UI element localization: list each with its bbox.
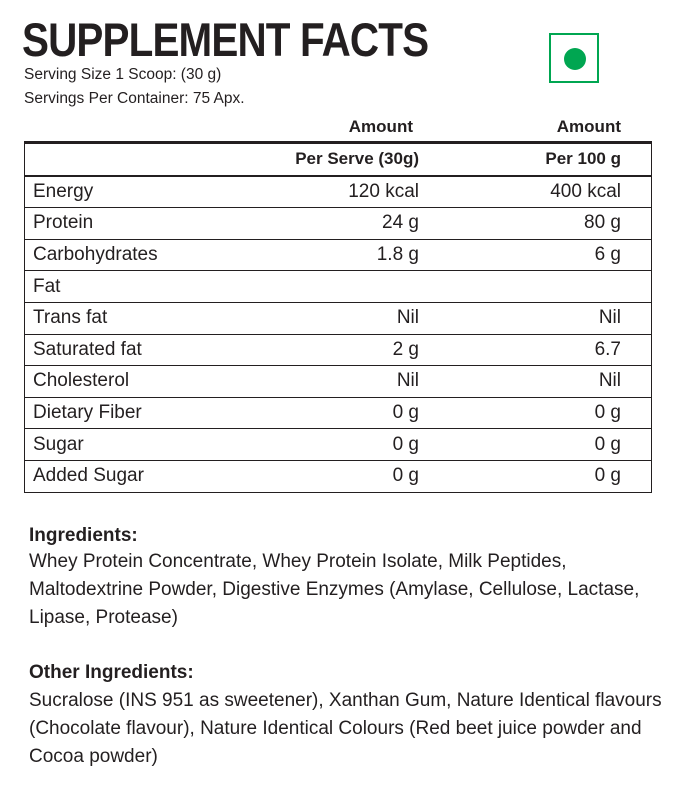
nutrition-table [24, 141, 652, 493]
ingredients-heading: Ingredients: [29, 525, 138, 546]
value-per-100g: 6 g [427, 239, 652, 271]
nutrient-name: Carbohydrates [25, 239, 272, 271]
value-per-100g [427, 271, 652, 303]
value-per-serve: 2 g [271, 334, 427, 366]
table-row [25, 208, 652, 240]
table-row [25, 366, 652, 398]
nutrient-name: Sugar [25, 429, 272, 461]
table-row [25, 429, 652, 461]
value-per-serve: Nil [271, 366, 427, 398]
column-header-amount-serve: Amount [348, 117, 413, 136]
value-per-100g: 80 g [427, 208, 652, 240]
nutrient-name: Protein [25, 208, 272, 240]
nutrient-name: Fat [25, 271, 272, 303]
value-per-serve [271, 271, 427, 303]
table-row [25, 271, 652, 303]
value-per-serve: 0 g [271, 460, 427, 492]
other-ingredients-text: Sucralose (INS 951 as sweetener), Xanthan Gum, Nature Identical flavours (Chocolate flavour), Nature Identical Colours (Red beet juice powder and Cocoa powder) [29, 690, 662, 767]
serving-size: Serving Size 1 Scoop: (30 g) [24, 66, 222, 83]
subheader-blank [25, 143, 272, 176]
value-per-100g: 6.7 [427, 334, 652, 366]
column-subheader-per-100g: Per 100 g [427, 143, 652, 176]
table-row [25, 397, 652, 429]
page-title: SUPPLEMENT FACTS [22, 13, 429, 66]
table-row [25, 334, 652, 366]
value-per-serve: 0 g [271, 397, 427, 429]
nutrient-name: Energy [25, 176, 272, 208]
column-subheader-per-serve: Per Serve (30g) [271, 143, 427, 176]
value-per-100g: Nil [427, 366, 652, 398]
table-row [25, 460, 652, 492]
nutrient-name: Trans fat [25, 302, 272, 334]
table-subheader-row [25, 143, 652, 176]
value-per-100g: 0 g [427, 429, 652, 461]
value-per-100g: 0 g [427, 460, 652, 492]
table-row [25, 239, 652, 271]
value-per-serve: 1.8 g [271, 239, 427, 271]
value-per-serve: 120 kcal [271, 176, 427, 208]
table-row [25, 176, 652, 208]
value-per-100g: 0 g [427, 397, 652, 429]
value-per-serve: 0 g [271, 429, 427, 461]
nutrient-name: Saturated fat [25, 334, 272, 366]
servings-per-container: Servings Per Container: 75 Apx. [24, 90, 245, 107]
other-ingredients-heading: Other Ingredients: [29, 662, 194, 683]
nutrient-name: Added Sugar [25, 460, 272, 492]
ingredients-text: Whey Protein Concentrate, Whey Protein Isolate, Milk Peptides, Maltodextrine Powder, Digestive Enzymes (Amylase, Cellulose, Lactase, Lipase, Protease) [29, 551, 640, 628]
value-per-100g: 400 kcal [427, 176, 652, 208]
column-header-amount-100g: Amount [556, 117, 621, 136]
nutrient-name: Dietary Fiber [25, 397, 272, 429]
value-per-serve: Nil [271, 302, 427, 334]
veg-dot [564, 48, 586, 70]
value-per-100g: Nil [427, 302, 652, 334]
nutrient-name: Cholesterol [25, 366, 272, 398]
table-row [25, 302, 652, 334]
value-per-serve: 24 g [271, 208, 427, 240]
veg-mark-icon [549, 33, 599, 83]
